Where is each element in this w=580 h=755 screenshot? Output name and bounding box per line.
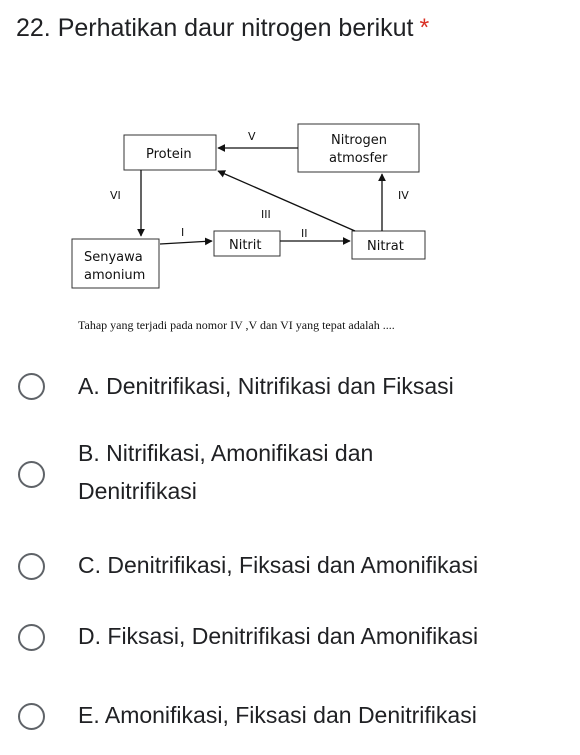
radio-button-b[interactable] [18, 461, 45, 488]
option-e-label: E. Amonifikasi, Fiksasi dan Denitrifikasi [78, 702, 477, 728]
radio-button-e[interactable] [18, 703, 45, 730]
radio-button-a[interactable] [18, 373, 45, 400]
senyawa-label-line2: amonium [84, 268, 146, 283]
senyawa-label-line1: Senyawa [84, 250, 143, 265]
step-label-i: I [181, 226, 185, 239]
option-a[interactable] [0, 364, 580, 404]
option-b[interactable] [0, 436, 580, 510]
question-text: 22. Perhatikan daur nitrogen berikut [16, 14, 414, 42]
option-c[interactable] [0, 544, 580, 584]
option-a-label: A. Denitrifikasi, Nitrifikasi dan Fiksasi [78, 373, 454, 399]
nitrogen-cycle-diagram [0, 0, 580, 310]
arrow-i [160, 241, 212, 244]
radio-button-d[interactable] [18, 624, 45, 651]
radio-button-c[interactable] [18, 553, 45, 580]
step-label-iv: IV [398, 189, 409, 202]
diagram-caption: Tahap yang terjadi pada nomor IV ,V dan VI yang tepat adalah .... [78, 318, 395, 332]
nitrogen-label-line2: atmosfer [329, 151, 388, 166]
option-c-label: C. Denitrifikasi, Fiksasi dan Amonifikasi [78, 552, 479, 578]
nitrit-label: Nitrit [229, 238, 262, 253]
nitrat-label: Nitrat [367, 239, 404, 254]
step-label-v: V [248, 130, 256, 143]
option-e[interactable] [0, 694, 580, 734]
step-label-iii: III [261, 208, 271, 221]
option-b-label-line2: Denitrifikasi [78, 478, 197, 504]
protein-label: Protein [146, 147, 192, 162]
step-label-ii: II [301, 227, 308, 240]
option-d-label: D. Fiksasi, Denitrifikasi dan Amonifikasi [78, 623, 479, 649]
option-d[interactable] [0, 615, 580, 655]
nitrogen-label-line1: Nitrogen [331, 133, 387, 148]
required-asterisk: * [419, 14, 430, 42]
arrow-iii [218, 171, 355, 231]
option-b-label-line1: B. Nitrifikasi, Amonifikasi dan [78, 440, 374, 466]
step-label-vi: VI [110, 189, 121, 202]
